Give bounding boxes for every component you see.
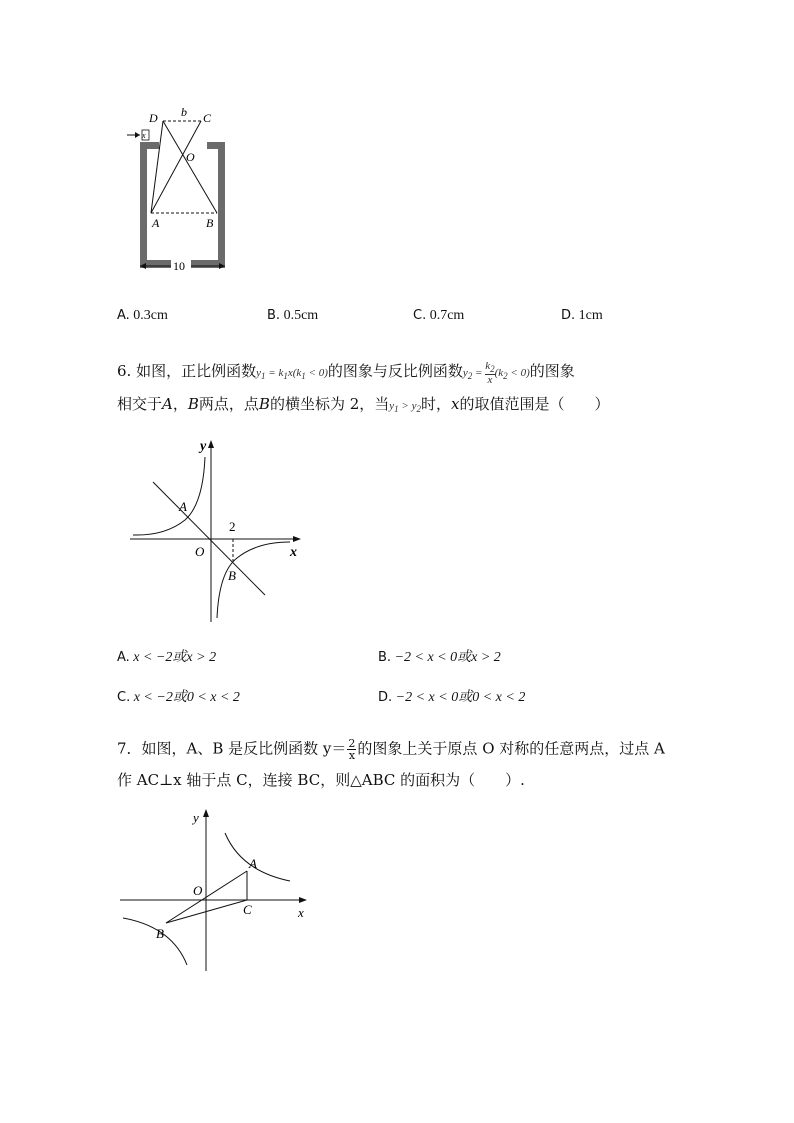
label-o: O bbox=[186, 150, 195, 164]
label-b: b bbox=[181, 105, 187, 119]
frame-left-lip bbox=[140, 142, 159, 149]
q7-fraction: $\frac{2}{x}$ bbox=[348, 737, 356, 762]
option-letter: C. bbox=[117, 690, 131, 705]
option-letter: C. bbox=[413, 308, 427, 323]
label-c: C bbox=[203, 111, 212, 125]
bar-line-1 bbox=[163, 121, 217, 213]
figure-q5 bbox=[125, 100, 240, 275]
q6-text-3: 的图象 bbox=[529, 362, 575, 380]
frame-left-wall bbox=[140, 142, 147, 268]
q7-text-2: 的图象上关于原点 O 对称的任意两点，过点 A bbox=[357, 739, 665, 758]
frame-right-lip bbox=[207, 142, 225, 149]
label-origin: O bbox=[195, 544, 205, 559]
q6-line-2: 相交于A，B两点，点B的横坐标为 2，当$y_1 > y_2$时，x的取值范围是（ ） bbox=[117, 395, 610, 414]
q6-condition: $y_1 > y_2$ bbox=[389, 400, 421, 414]
q6-text-2: 的图象与反比例函数 bbox=[327, 362, 463, 380]
q6-text-1: 如图，正比例函数 bbox=[136, 362, 257, 380]
q6-option-d bbox=[378, 688, 525, 708]
y-axis-arrow bbox=[208, 440, 214, 448]
q7-line-2 bbox=[117, 770, 525, 790]
q7-text-3: 作 AC⊥x 轴于点 C，连接 BC，则△ABC 的面积为（ ）. bbox=[117, 771, 525, 789]
option-letter: D. bbox=[561, 308, 576, 323]
q6-text-4: 相交于 bbox=[117, 395, 163, 413]
option-text: x < −2或x > 2 bbox=[133, 650, 217, 665]
x-axis-arrow bbox=[293, 536, 301, 542]
x-arrow-head bbox=[135, 132, 140, 138]
q5-option-d bbox=[561, 306, 603, 326]
label-b: B bbox=[156, 926, 164, 941]
label-two: 2 bbox=[229, 519, 236, 534]
label-a: A bbox=[249, 856, 257, 871]
option-letter: B. bbox=[267, 308, 281, 323]
option-letter: D. bbox=[378, 690, 393, 705]
option-text: −2 < x < 0或0 < x < 2 bbox=[395, 690, 526, 705]
hyperbola-branch-left bbox=[123, 918, 187, 965]
q5-option-c bbox=[413, 306, 464, 326]
q6-formula-2: $y_2$ = $\frac{k_2}{x}$ $(k_2 < 0)$ bbox=[462, 360, 530, 387]
q5-option-a bbox=[117, 306, 168, 326]
x-axis-arrow bbox=[299, 897, 307, 903]
label-a: A bbox=[179, 499, 187, 514]
label-a: A bbox=[152, 216, 160, 230]
option-text: 0.7cm bbox=[429, 308, 465, 323]
q6-option-a bbox=[117, 648, 216, 668]
label-c: C bbox=[243, 902, 252, 917]
option-letter: B. bbox=[378, 650, 392, 665]
option-text: 0.3cm bbox=[133, 308, 168, 323]
q6-option-b bbox=[378, 648, 501, 668]
y-axis-arrow bbox=[203, 809, 209, 817]
option-letter: A. bbox=[117, 650, 130, 665]
q6-line-1 bbox=[117, 361, 575, 386]
label-x: x bbox=[142, 131, 146, 140]
bar-line-2 bbox=[151, 121, 201, 213]
option-letter: A. bbox=[117, 308, 130, 323]
q6-option-c bbox=[117, 688, 240, 708]
q7-text-1: 7．如图，A、B 是反比例函数 y＝ bbox=[117, 739, 347, 758]
label-d: D bbox=[149, 111, 158, 125]
q5-option-b bbox=[267, 306, 318, 326]
option-text: x < −2或0 < x < 2 bbox=[133, 690, 240, 705]
graph-q6 bbox=[125, 432, 310, 627]
option-text: 1cm bbox=[578, 308, 603, 323]
label-origin: O bbox=[193, 883, 203, 898]
option-text: −2 < x < 0或x > 2 bbox=[394, 650, 501, 665]
q6-formula-1: $y_1 = k_1x(k_1 < 0)$ bbox=[256, 367, 328, 381]
label-b: B bbox=[228, 568, 236, 583]
q6-number: 6. bbox=[117, 362, 132, 380]
label-x: x bbox=[298, 905, 304, 920]
label-b-point: B bbox=[206, 216, 214, 230]
bar-da bbox=[151, 121, 163, 213]
label-y: y bbox=[200, 439, 207, 454]
frame-right-wall bbox=[218, 142, 225, 268]
option-text: 0.5cm bbox=[283, 308, 319, 323]
label-width: 10 bbox=[173, 259, 185, 273]
q7-line-1 bbox=[117, 738, 665, 761]
graph-q7 bbox=[115, 805, 315, 977]
label-x: x bbox=[290, 545, 297, 560]
hyperbola-branch-right bbox=[225, 833, 290, 881]
label-y: y bbox=[193, 810, 199, 825]
